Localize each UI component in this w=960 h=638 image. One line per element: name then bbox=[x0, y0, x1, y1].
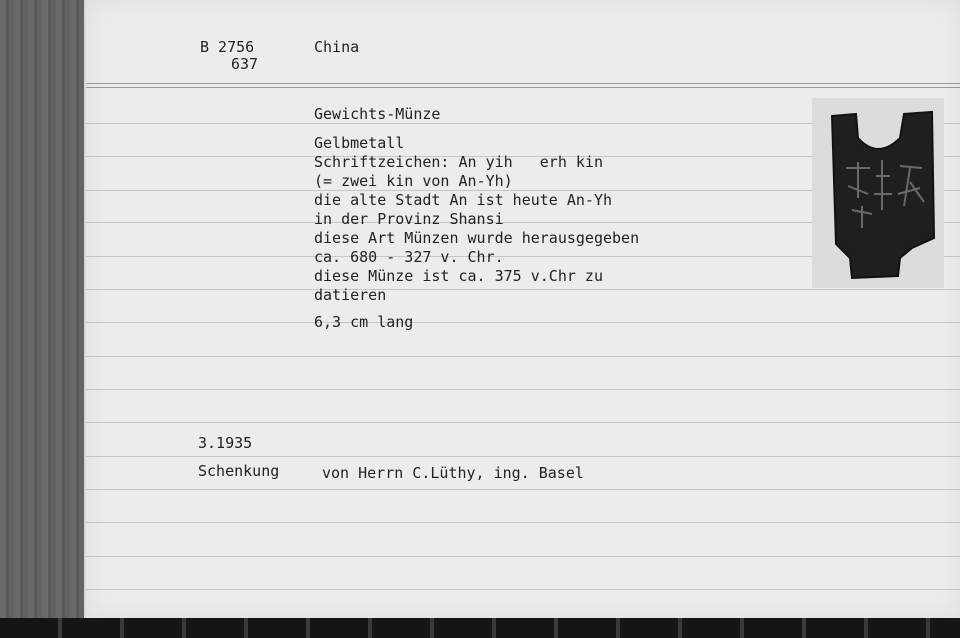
background-strip-left bbox=[0, 0, 84, 638]
region-label: China bbox=[314, 38, 360, 56]
acquisition-source: von Herrn C.Lüthy, ing. Basel bbox=[322, 464, 584, 482]
object-type: Gewichts-Münze bbox=[314, 105, 441, 123]
size-label: 6,3 cm lang bbox=[314, 313, 414, 331]
catalog-card bbox=[84, 0, 960, 618]
card-rule bbox=[86, 322, 960, 323]
card-rule bbox=[86, 489, 960, 490]
description-line: die alte Stadt An ist heute An-Yh bbox=[314, 191, 613, 209]
description-line: in der Provinz Shansi bbox=[314, 210, 504, 228]
description-line: diese Münze ist ca. 375 v.Chr zu bbox=[314, 267, 603, 285]
description-line: (= zwei kin von An-Yh) bbox=[314, 172, 513, 190]
sub-number: 637 bbox=[231, 55, 259, 73]
card-rule bbox=[86, 556, 960, 557]
coin-photo bbox=[812, 98, 944, 288]
card-rule bbox=[86, 522, 960, 523]
header-rule bbox=[86, 83, 960, 88]
spade-coin-icon bbox=[812, 98, 944, 288]
card-rule bbox=[86, 356, 960, 357]
description-line: datieren bbox=[314, 286, 387, 304]
date-label: 3.1935 bbox=[198, 434, 253, 452]
background-strip-bottom bbox=[0, 618, 960, 638]
card-rule bbox=[86, 456, 960, 457]
card-rule bbox=[86, 422, 960, 423]
description-line: Gelbmetall bbox=[314, 134, 405, 152]
card-rule bbox=[86, 289, 960, 290]
description-line: ca. 680 - 327 v. Chr. bbox=[314, 248, 504, 266]
catalog-number: B 2756 bbox=[200, 38, 255, 56]
card-rule bbox=[86, 389, 960, 390]
acquisition-label: Schenkung bbox=[198, 462, 280, 480]
description-line: Schriftzeichen: An yih erh kin bbox=[314, 153, 603, 171]
card-rule bbox=[86, 589, 960, 590]
description-line: diese Art Münzen wurde herausgegeben bbox=[314, 229, 640, 247]
